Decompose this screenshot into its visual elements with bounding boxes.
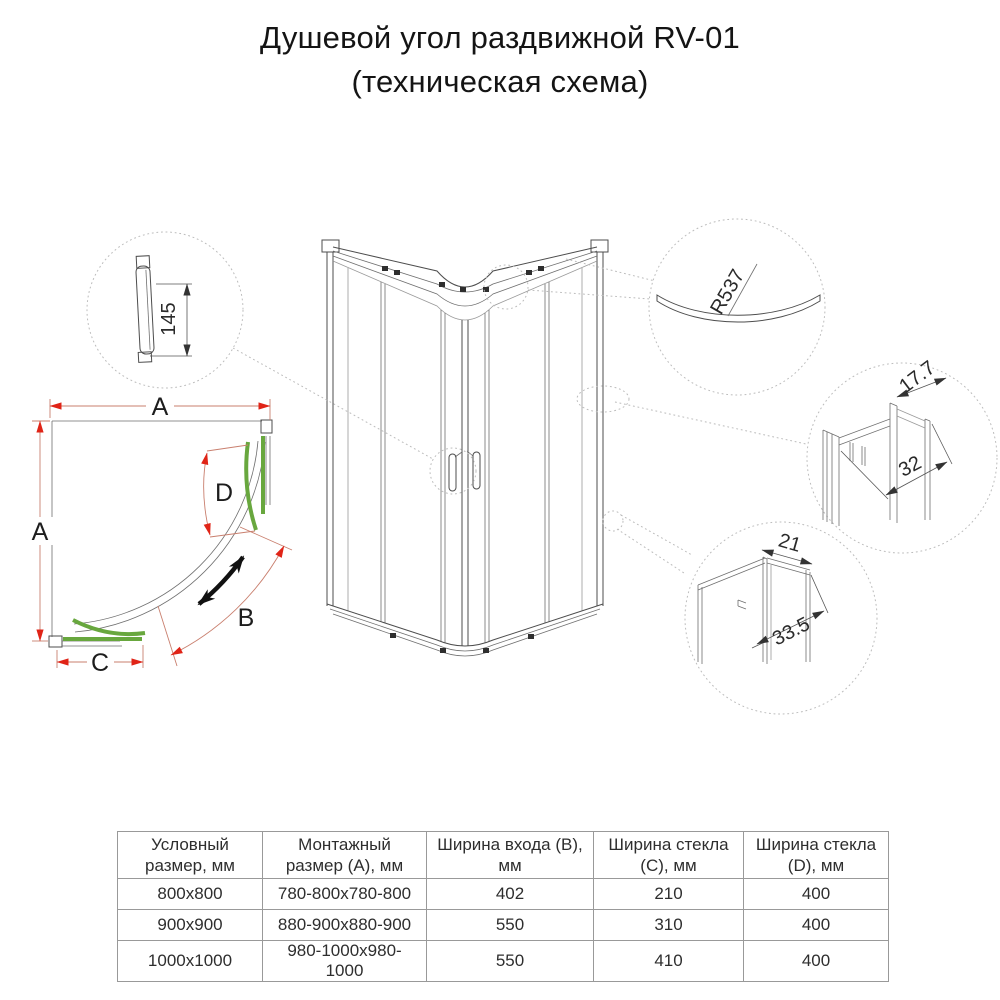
dim-a-left <box>27 421 53 641</box>
cell-nominal: 800x800 <box>118 879 263 910</box>
col-header-entry-width: Ширина входа (В), мм <box>427 832 594 879</box>
callout-door-profile <box>603 511 623 531</box>
detail-door-profile <box>685 522 877 714</box>
sliding-door-c <box>73 620 145 634</box>
label-d: D <box>214 479 234 507</box>
cell-glass-d: 400 <box>744 879 889 910</box>
slide-direction-arrows <box>199 557 243 604</box>
label-door-profile-width: 21 <box>775 529 804 557</box>
dim-a-top <box>50 392 270 421</box>
cell-mounting: 880-900x880-900 <box>263 910 427 941</box>
plan-view <box>27 392 292 677</box>
top-rail <box>333 247 597 320</box>
detail-radius <box>649 219 825 395</box>
label-c: C <box>90 649 110 677</box>
label-radius: R537 <box>706 265 750 319</box>
size-table <box>117 831 889 982</box>
door-handles <box>449 451 480 491</box>
wall-profile-top-right <box>261 420 272 433</box>
leader-wall-profile-detail <box>615 402 806 444</box>
cell-glass-c: 210 <box>594 879 744 910</box>
cell-mounting: 980-1000x980-1000 <box>263 941 427 982</box>
col-header-glass-c-width: Ширина стекла (С), мм <box>594 832 744 879</box>
glass-panel-edges <box>348 268 582 646</box>
cell-nominal: 900x900 <box>118 910 263 941</box>
cell-glass-d: 400 <box>744 941 889 982</box>
table-row <box>118 879 889 910</box>
leader-door-profile-detail-2 <box>617 529 684 573</box>
left-post <box>327 252 333 606</box>
cell-glass-c: 410 <box>594 941 744 982</box>
table-row <box>118 941 889 982</box>
callout-marks <box>430 265 629 531</box>
wall-profile-bottom-left <box>49 636 62 647</box>
callout-handle <box>430 448 476 494</box>
sliding-door-d <box>246 442 256 530</box>
top-rail-rollers <box>382 266 544 292</box>
detail-handle <box>87 232 243 388</box>
leader-radius-detail-2 <box>566 259 659 282</box>
callout-top-rail <box>484 265 528 309</box>
label-b: B <box>237 604 255 632</box>
col-header-nominal-size: Условный размер, мм <box>118 832 263 879</box>
table-header-row <box>118 832 889 879</box>
label-a-top: A <box>151 393 169 421</box>
cell-glass-d: 400 <box>744 910 889 941</box>
title-line2: (техническая схема) <box>351 64 649 100</box>
right-post-cap <box>591 240 608 252</box>
cell-glass-c: 310 <box>594 910 744 941</box>
label-profile-depth: 17.7 <box>895 356 940 398</box>
label-handle-height: 145 <box>158 302 180 336</box>
cell-entry: 550 <box>427 910 594 941</box>
dim-c <box>57 645 143 677</box>
main-front-view <box>322 240 608 656</box>
table-row <box>118 910 889 941</box>
label-a-left: A <box>31 518 49 546</box>
left-door-handle <box>449 454 456 491</box>
right-door-handle <box>473 452 480 489</box>
bottom-rail <box>327 604 603 656</box>
right-post <box>597 252 603 606</box>
col-header-glass-d-width: Ширина стекла (D), мм <box>744 832 889 879</box>
leader-radius-detail-1 <box>528 290 650 299</box>
label-door-profile-depth: 33.5 <box>768 613 814 651</box>
cell-nominal: 1000x1000 <box>118 941 263 982</box>
cell-mounting: 780-800x780-800 <box>263 879 427 910</box>
leader-door-profile-detail-1 <box>621 515 692 555</box>
detail-wall-profile <box>807 357 997 553</box>
left-post-cap <box>322 240 339 252</box>
glass-panels-plan <box>63 436 263 639</box>
cell-entry: 402 <box>427 879 594 910</box>
cell-entry: 550 <box>427 941 594 982</box>
col-header-mounting-size: Монтажный размер (А), мм <box>263 832 427 879</box>
walls <box>52 421 262 637</box>
label-profile-width: 32 <box>895 451 926 482</box>
title-line1: Душевой угол раздвижной RV-01 <box>260 20 740 55</box>
